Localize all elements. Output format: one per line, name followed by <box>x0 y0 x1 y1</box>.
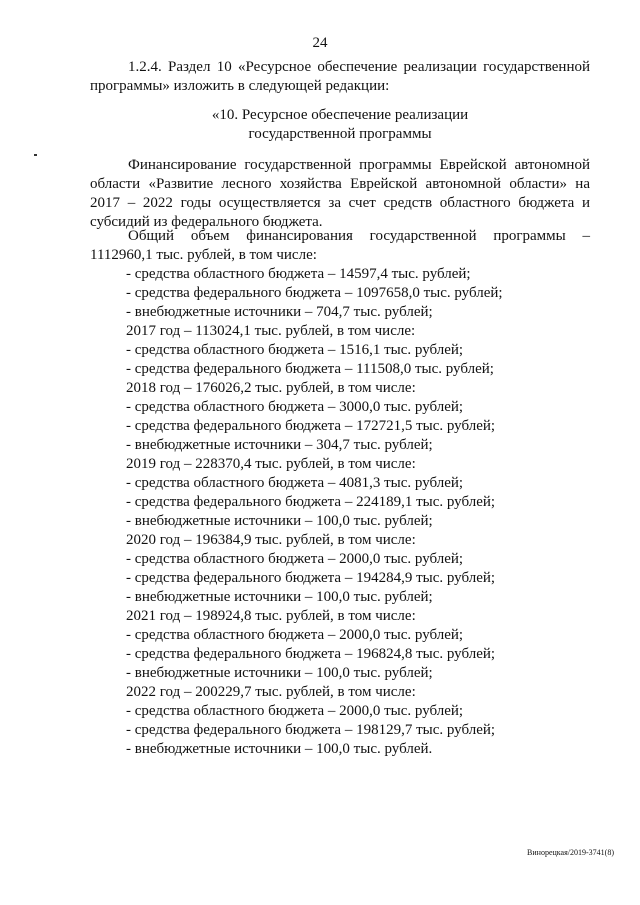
funding-line: - внебюджетные источники – 704,7 тыс. рублей; <box>126 304 433 320</box>
funding-line: - средства областного бюджета – 1516,1 тыс. рублей; <box>126 342 464 358</box>
funding-line: - внебюджетные источники – 100,0 тыс. рублей; <box>126 665 433 681</box>
document-footer-code: Винорецкая/2019-3741(8) <box>527 848 614 857</box>
funding-line: - средства областного бюджета – 14597,4 тыс. рублей; <box>126 266 471 282</box>
funding-line: - средства федерального бюджета – 111508,0 тыс. рублей; <box>126 361 494 377</box>
scan-mark <box>34 154 37 156</box>
funding-line: - средства областного бюджета – 2000,0 тыс. рублей; <box>126 703 464 719</box>
year-total-line: 2021 год – 198924,8 тыс. рублей, в том числе: <box>126 608 416 624</box>
section-heading <box>90 106 590 144</box>
funding-line: - средства федерального бюджета – 194284,9 тыс. рублей; <box>126 570 496 586</box>
year-total-line: 2017 год – 113024,1 тыс. рублей, в том числе: <box>126 323 416 339</box>
section-heading-line-2: государственной программы <box>248 126 432 142</box>
funding-line: - средства федерального бюджета – 224189,1 тыс. рублей; <box>126 494 496 510</box>
financing-paragraph: Финансирование государственной программы Еврейской автономной области «Развитие лесного хозяйства Еврейской автономной области» на 2017 – 2022 годы осуществляется за счет средств областного бюджета и субсидий из федерального бюджета. <box>90 157 590 230</box>
funding-line: - внебюджетные источники – 304,7 тыс. рублей; <box>126 437 433 453</box>
funding-line: - внебюджетные источники – 100,0 тыс. рублей; <box>126 513 433 529</box>
page-number: 24 <box>312 35 328 51</box>
funding-line: - средства федерального бюджета – 196824,8 тыс. рублей; <box>126 646 496 662</box>
funding-line: - средства федерального бюджета – 172721,5 тыс. рублей; <box>126 418 496 434</box>
funding-line: - внебюджетные источники – 100,0 тыс. рублей; <box>126 589 433 605</box>
year-total-line: 2019 год – 228370,4 тыс. рублей, в том числе: <box>126 456 416 472</box>
funding-line: - средства областного бюджета – 3000,0 тыс. рублей; <box>126 399 464 415</box>
funding-list <box>126 265 596 759</box>
year-total-line: 2018 год – 176026,2 тыс. рублей, в том числе: <box>126 380 416 396</box>
funding-line: - средства федерального бюджета – 1097658,0 тыс. рублей; <box>126 285 503 301</box>
amendment-intro: 1.2.4. Раздел 10 «Ресурсное обеспечение реализации государственной программы» изложить в следующей редакции: <box>90 59 590 94</box>
funding-line: - средства областного бюджета – 2000,0 тыс. рублей; <box>126 627 464 643</box>
funding-line: - средства федерального бюджета – 198129,7 тыс. рублей; <box>126 722 496 738</box>
funding-line: - средства областного бюджета – 2000,0 тыс. рублей; <box>126 551 464 567</box>
section-heading-line-1: «10. Ресурсное обеспечение реализации <box>211 107 469 123</box>
year-total-line: 2020 год – 196384,9 тыс. рублей, в том числе: <box>126 532 416 548</box>
year-total-line: 2022 год – 200229,7 тыс. рублей, в том числе: <box>126 684 416 700</box>
total-volume-paragraph: Общий объем финансирования государственной программы – 1112960,1 тыс. рублей, в том числе: <box>90 228 590 263</box>
funding-line: - средства областного бюджета – 4081,3 тыс. рублей; <box>126 475 464 491</box>
funding-line: - внебюджетные источники – 100,0 тыс. рублей. <box>126 741 433 757</box>
